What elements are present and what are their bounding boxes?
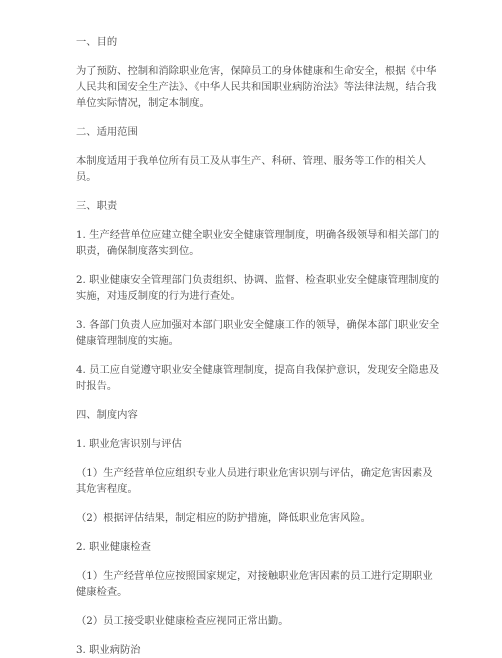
- paragraph-scope: 本制度适用于我单位所有员工及从事生产、科研、管理、服务等工作的相关人员。: [76, 155, 427, 183]
- paragraph-duty-1: 1. 生产经营单位应建立健全职业安全健康管理制度，明确各级领导和相关部门的职责，确保制度落实到位。: [76, 229, 440, 257]
- paragraph-check-1: （1）生产经营单位应按照国家规定，对接触职业危害因素的员工进行定期职业健康检查。: [76, 570, 433, 598]
- subheading-disease-prevention: 3. 职业病防治: [76, 644, 141, 656]
- paragraph-hazard-2: （2）根据评估结果，制定相应的防护措施，降低职业危害风险。: [76, 512, 371, 524]
- paragraph-duty-3: 3. 各部门负责人应加强对本部门职业安全健康工作的领导，确保本部门职业安全健康管理制度的实施。: [76, 319, 440, 347]
- subheading-health-check: 2. 职业健康检查: [76, 541, 151, 553]
- section-heading-purpose: 一、目的: [76, 36, 118, 48]
- paragraph-purpose: 为了预防、控制和消除职业危害，保障员工的身体健康和生命安全，根据《中华人民共和国安全生产法》、《中华人民共和国职业病防治法》等法律法规，结合我单位实际情况，制定本制度。: [76, 65, 437, 109]
- paragraph-hazard-1: （1）生产经营单位应组织专业人员进行职业危害识别与评估，确定危害因素及其危害程度。: [76, 467, 433, 495]
- section-heading-content: 四、制度内容: [76, 409, 138, 421]
- paragraph-duty-4: 4. 员工应自觉遵守职业安全健康管理制度，提高自我保护意识，发现安全隐患及时报告。: [76, 364, 440, 392]
- paragraph-duty-2: 2. 职业健康安全管理部门负责组织、协调、监督、检查职业安全健康管理制度的实施，对违反制度的行为进行查处。: [76, 274, 440, 302]
- section-heading-duties: 三、职责: [76, 200, 118, 212]
- section-heading-scope: 二、适用范围: [76, 126, 138, 138]
- paragraph-check-2: （2）员工接受职业健康检查应视同正常出勤。: [76, 615, 289, 627]
- subheading-hazard-identification: 1. 职业危害识别与评估: [76, 438, 182, 450]
